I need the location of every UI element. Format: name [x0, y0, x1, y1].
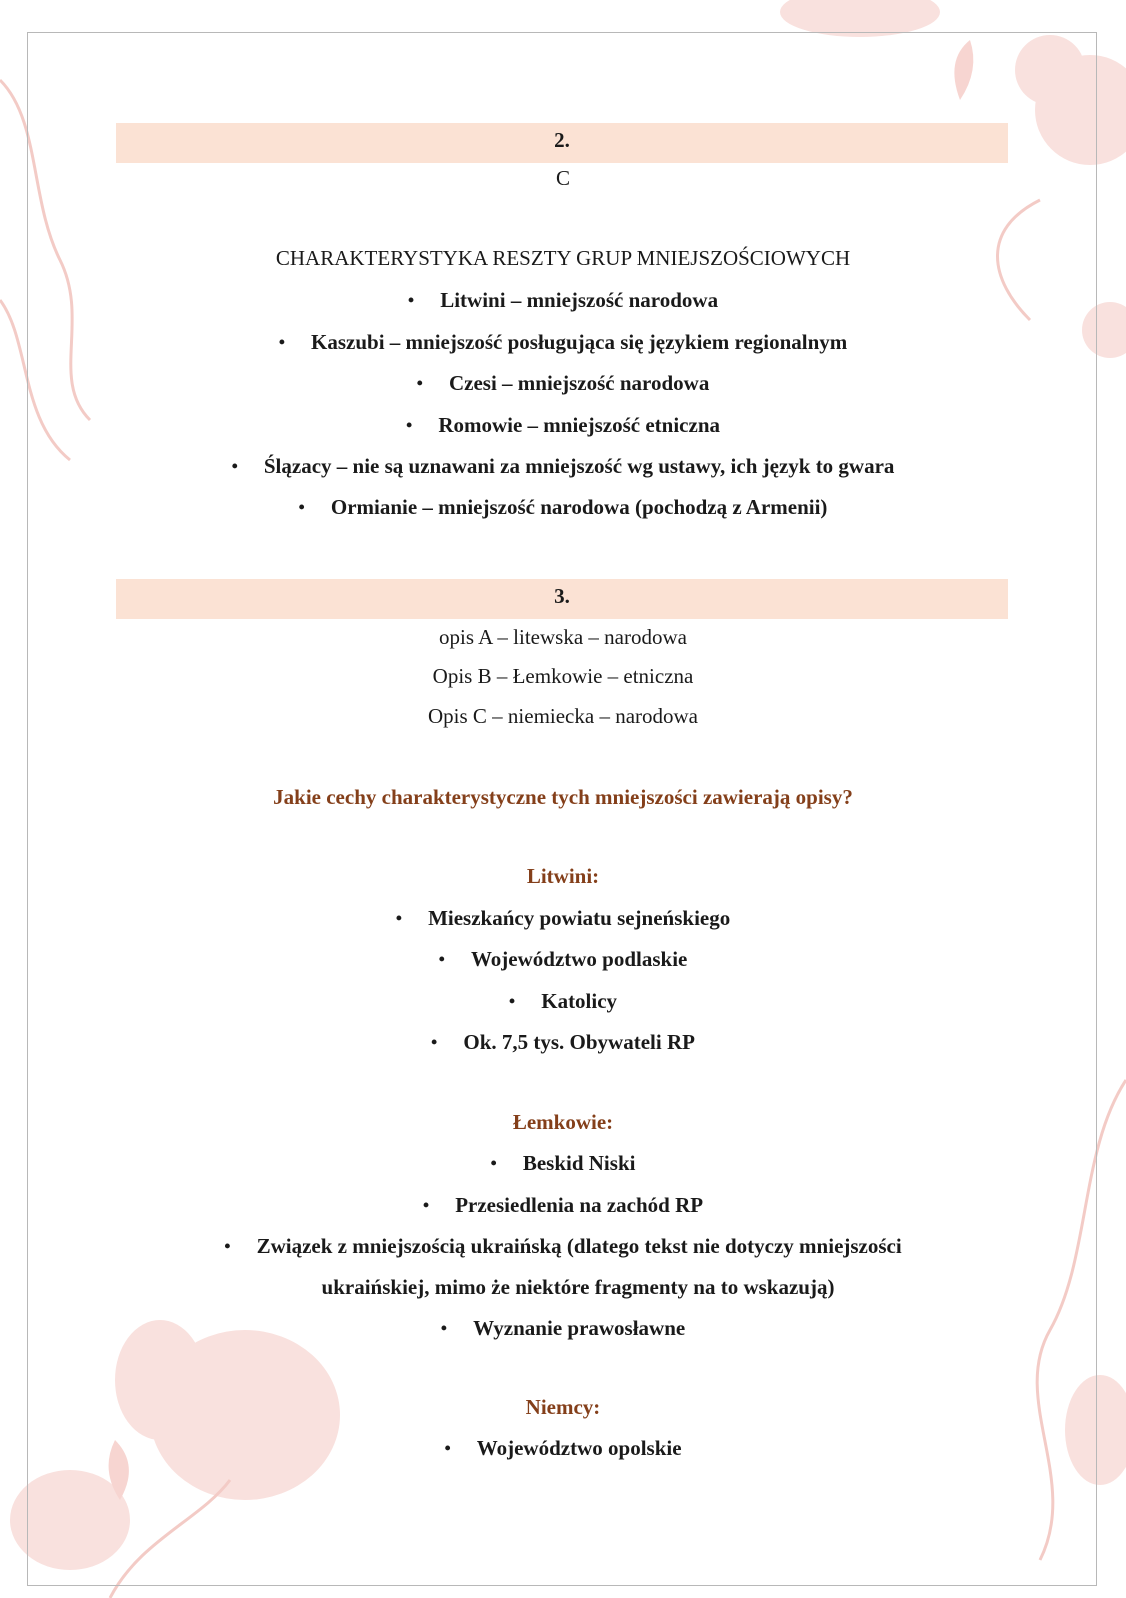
bullet-icon: • [416, 373, 423, 393]
bullet-icon: • [422, 1195, 430, 1215]
bullet-icon: • [395, 908, 403, 928]
bullet-icon: • [231, 456, 238, 476]
bullet-icon: • [438, 949, 445, 969]
list-item: • Czesi – mniejszość narodowa [416, 371, 710, 395]
list-item: • Ormianie – mniejszość narodowa (pochodzą z Armenii) [298, 495, 828, 519]
bullet-icon: • [490, 1153, 497, 1173]
list-item-continuation: ukraińskiej, mimo że niektóre fragmenty na to wskazują) [321, 1275, 835, 1299]
list-item: • Województwo podlaskie [438, 947, 688, 971]
list-item: • Romowie – mniejszość etniczna [406, 413, 720, 437]
section-3-number: 3. [554, 584, 570, 608]
list-item: • Ok. 7,5 tys. Obywateli RP [431, 1030, 695, 1054]
list-item: • Województwo opolskie [444, 1436, 682, 1460]
list-item: • Litwini – mniejszość narodowa [407, 288, 719, 312]
list-item: • Związek z mniejszością ukraińską (dlatego tekst nie dotyczy mniejszości [224, 1234, 902, 1258]
list-item: • Kaszubi – mniejszość posługująca się językiem regionalnym [278, 330, 848, 354]
group-heading-niemcy: Niemcy: [525, 1395, 601, 1419]
bullet-icon: • [224, 1236, 231, 1256]
bullet-icon: • [440, 1318, 448, 1338]
list-item: • Wyznanie prawosławne [440, 1316, 686, 1340]
description-line: opis A – litewska – narodowa [439, 625, 687, 649]
group-heading-lemkowie: Łemkowie: [512, 1110, 614, 1134]
bullet-icon: • [407, 290, 415, 310]
section-2-number: 2. [554, 128, 570, 152]
question-heading: Jakie cechy charakterystyczne tych mniejszości zawierają opisy? [273, 785, 853, 809]
description-line: Opis C – niemiecka – narodowa [427, 704, 699, 728]
bullet-icon: • [278, 332, 286, 352]
bullet-icon: • [298, 497, 305, 517]
description-line: Opis B – Łemkowie – etniczna [432, 664, 694, 688]
group-heading-litwini: Litwini: [526, 864, 600, 888]
section-2-answer: C [555, 166, 570, 190]
list-item: • Mieszkańcy powiatu sejneńskiego [395, 906, 731, 930]
list-item: • Beskid Niski [490, 1151, 636, 1175]
list-item: • Katolicy [508, 989, 618, 1013]
section-2-heading: CHARAKTERYSTYKA RESZTY GRUP MNIEJSZOŚCIOWYCH [275, 246, 851, 270]
bullet-icon: • [508, 991, 516, 1011]
bullet-icon: • [406, 415, 413, 435]
bullet-icon: • [444, 1438, 451, 1458]
bullet-icon: • [431, 1032, 438, 1052]
list-item: • Ślązacy – nie są uznawani za mniejszość wg ustawy, ich język to gwara [231, 454, 895, 478]
list-item: • Przesiedlenia na zachód RP [422, 1193, 704, 1217]
